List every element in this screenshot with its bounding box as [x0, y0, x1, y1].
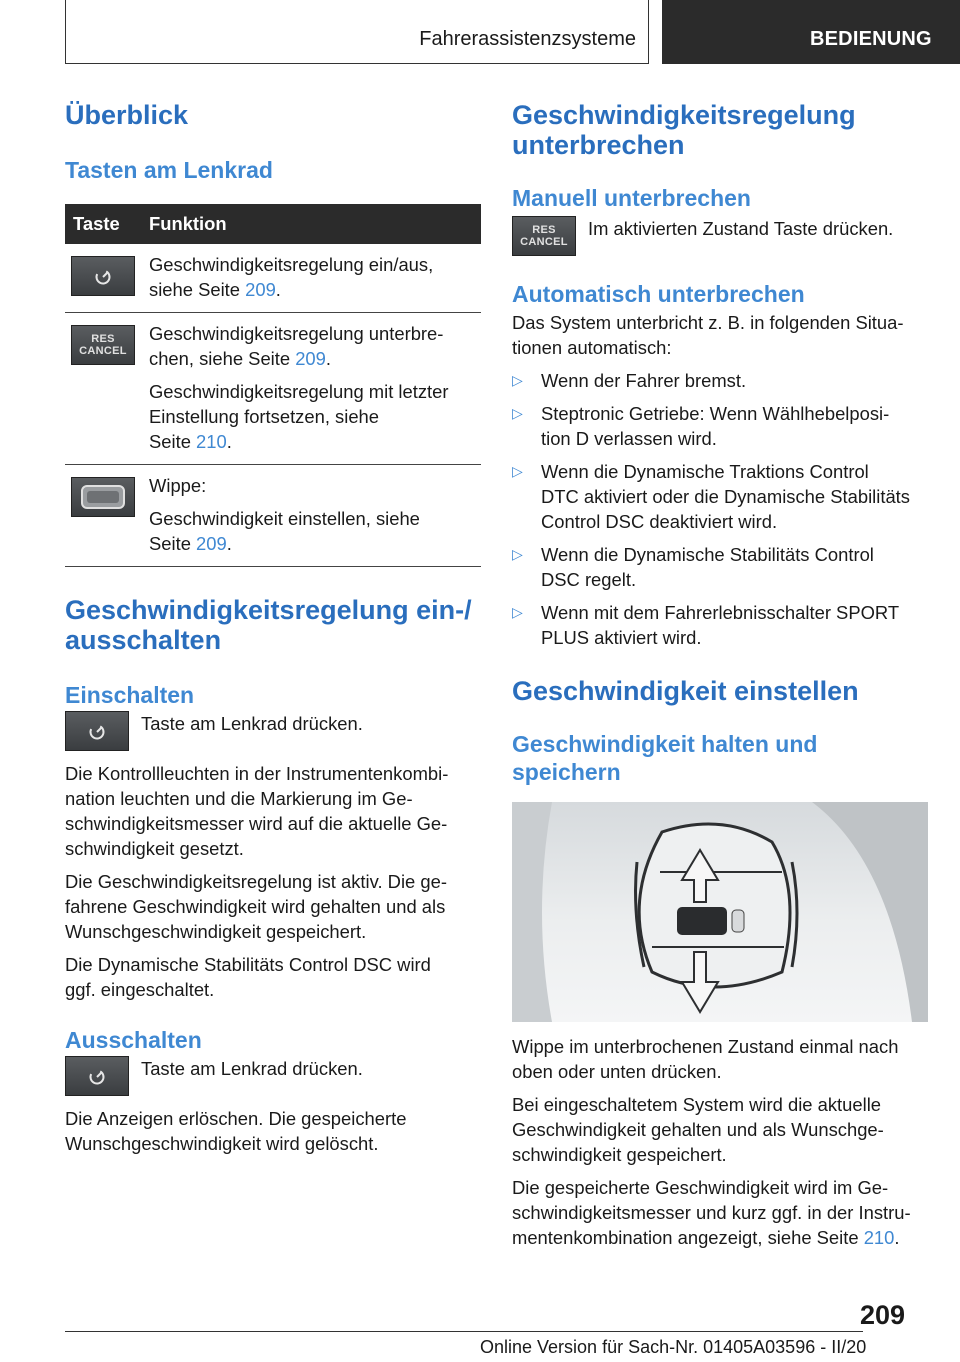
row2-text-c: Geschwindigkeitsregelung mit letzter [149, 381, 449, 402]
switch-on-paragraph-1: Die Kontrollleuchten in der Instrumentenkombi- nation leuchten und die Markierung im Ge- schwindigkeitsmesser wird auf die aktuelle Ge- schwindigkeit gesetzt. [65, 763, 449, 859]
row1-text-a: Geschwindigkeitsregelung ein/aus, [149, 254, 434, 275]
hold-paragraph-1: Wippe im unterbrochenen Zustand einmal nach oben oder unten drücken. [512, 1036, 899, 1082]
row2-text-a: Geschwindigkeitsregelung unterbre- [149, 323, 444, 344]
switch-on-paragraph-2: Die Geschwindigkeitsregelung ist aktiv. Die ge- fahrene Geschwindigkeit wird gehalten und als Wunschgeschwindigkeit gespeichert. [65, 871, 447, 942]
page-link-209[interactable]: 209 [245, 279, 276, 300]
page-link-209[interactable]: 209 [196, 533, 227, 554]
switch-off-instruction [65, 1056, 481, 1096]
row2-text-e: Seite [149, 431, 197, 452]
row3-dot: . [226, 533, 232, 554]
button-function-table [65, 204, 481, 567]
switch-on-paragraph-3: Die Dynamische Stabilitäts Control DSC wird ggf. eingeschaltet. [65, 954, 431, 1000]
header-chapter-tab: BEDIENUNG [662, 0, 960, 64]
row1-dot: . [275, 279, 281, 300]
footer-online-version: Online Version für Sach-Nr. 01405A03596 - II/20 [480, 1337, 867, 1357]
res-cancel-icon-text-2: CANCEL [79, 345, 127, 357]
res-cancel-icon [71, 325, 135, 365]
cruise-control-on-off-icon [71, 256, 135, 296]
list-item: ▷ Wenn der Fahrer bremst. [512, 370, 747, 391]
row1-text-b: siehe Seite [149, 279, 246, 300]
heading-steering-buttons: Tasten am Lenkrad [65, 157, 273, 183]
heading-overview: Überblick [65, 100, 189, 130]
steering-wheel-rocker-photo [512, 802, 928, 1022]
cruise-control-on-off-icon [65, 1056, 129, 1096]
list-item: ▷ Wenn mit dem Fahrerlebnisschalter SPORT PLUS aktiviert wird. [512, 602, 900, 648]
table-row [65, 465, 481, 567]
table-header-function: Funktion [149, 213, 227, 234]
row3-text-b: Geschwindigkeit einstellen, siehe [149, 508, 420, 529]
res-cancel-icon-text-1: RES [532, 224, 556, 236]
heading-interrupt-line2: unterbrechen [512, 130, 685, 160]
heading-interrupt [512, 100, 928, 160]
table-header-key: Taste [73, 213, 120, 234]
list-item: ▷ Steptronic Getriebe: Wenn Wählhebelposi- tion D verlassen wird. [512, 403, 890, 449]
manual-interrupt-instruction [512, 216, 928, 256]
row2-text-d: Einstellung fortsetzen, siehe [149, 406, 380, 427]
page-link-210[interactable]: 210 [863, 1227, 895, 1248]
heading-on-off-line1: Geschwindigkeitsregelung ein-/ [65, 595, 472, 625]
heading-manual-interrupt: Manuell unterbrechen [512, 185, 751, 211]
row3-text-a: Wippe: [149, 475, 207, 496]
row2-dot: . [325, 348, 332, 369]
table-row [65, 313, 481, 465]
page-link-210[interactable]: 210 [196, 431, 227, 452]
hold-paragraph-2: Bei eingeschaltetem System wird die aktuelle Geschwindigkeit gehalten und als Wunschge- schwindigkeit gespeichert. [512, 1094, 884, 1165]
heading-interrupt-line1: Geschwindigkeitsregelung [512, 100, 856, 130]
switch-on-text: Taste am Lenkrad drücken. [141, 713, 363, 734]
heading-hold-line2: speichern [512, 759, 621, 785]
res-cancel-icon-text-1: RES [91, 333, 115, 345]
hold-paragraph-3: Die gespeicherte Geschwindigkeit wird im Ge- schwindigkeitsmesser und kurz ggf. in der Instru- mentenkombination angezeigt, siehe Seite 210. [512, 1177, 911, 1248]
right-column [512, 100, 928, 1250]
page-number: 209 [860, 1300, 906, 1330]
cruise-control-on-off-icon [65, 711, 129, 751]
list-item: ▷ Wenn die Dynamische Traktions Control DTC aktiviert oder die Dynamische Stabilitäts Control DSC deaktiviert wird. [512, 461, 910, 532]
auto-interrupt-list [512, 368, 928, 650]
page-link-209[interactable]: 209 [295, 348, 326, 369]
row2-text-b: chen, siehe Seite [149, 348, 296, 369]
manual-interrupt-text: Im aktivierten Zustand Taste drücken. [588, 218, 894, 239]
table-row [65, 244, 481, 313]
row3-text-c: Seite [149, 533, 197, 554]
heading-switch-off: Ausschalten [65, 1027, 202, 1053]
res-cancel-icon [512, 216, 576, 256]
header-section-title: Fahrerassistenzsysteme [419, 28, 636, 50]
table-header [65, 204, 481, 244]
heading-hold-line1: Geschwindigkeit halten und [512, 731, 818, 757]
left-column [65, 100, 481, 1156]
res-cancel-icon-text-2: CANCEL [520, 236, 568, 248]
heading-auto-interrupt: Automatisch unterbrechen [512, 281, 805, 307]
switch-off-text: Taste am Lenkrad drücken. [141, 1058, 363, 1079]
row2-dot-2: . [226, 431, 232, 452]
heading-switch-on: Einschalten [65, 682, 195, 708]
heading-hold-store [512, 730, 928, 786]
switch-off-paragraph: Die Anzeigen erlöschen. Die gespeicherte Wunschgeschwindigkeit wird gelöscht. [65, 1108, 407, 1154]
switch-on-instruction [65, 711, 481, 751]
rocker-switch-icon [71, 477, 135, 517]
heading-on-off [65, 595, 481, 655]
list-item: ▷ Wenn die Dynamische Stabilitäts Control DSC regelt. [512, 544, 874, 590]
heading-set-speed: Geschwindigkeit einstellen [512, 676, 859, 706]
auto-interrupt-intro: Das System unterbricht z. B. in folgenden Situa- tionen automatisch: [512, 312, 904, 358]
heading-on-off-line2: ausschalten [65, 625, 222, 655]
footer-divider [65, 1331, 863, 1332]
